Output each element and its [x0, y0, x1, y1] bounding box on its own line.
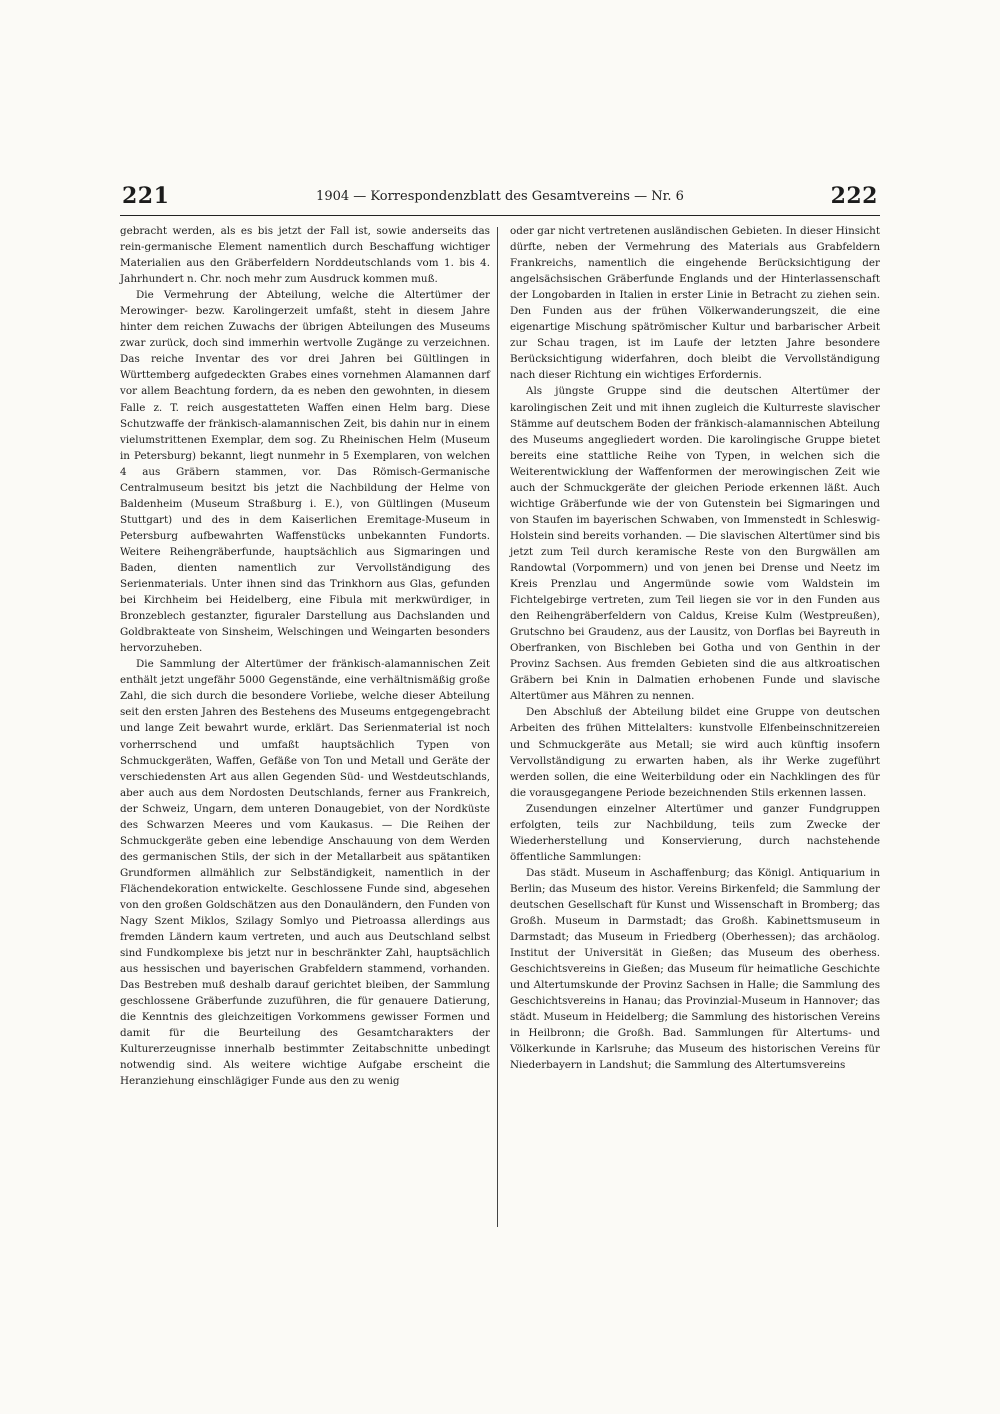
paragraph: Als jüngste Gruppe sind die deutschen Altertümer der karolingischen Zeit und mit ihnen zugleich die Kulturreste slavischer Stämme auf deutschem Boden der fränkisch-alamannischen Abteilung des Museums angegliedert worden. Die karolingische Gruppe bietet bereits eine stattliche Reihe von Typen, in welchen sich die Weiterentwicklung der Waffenformen der merowingischen Zeit wie auch der Schmuckgeräte der gleichen Periode erkennen läßt. Auch wichtige Gräberfunde wie der von Gutenstein bei Sigmaringen und von Staufen im bayerischen Schwaben, von Immenstedt in Schleswig-Holstein sind bereits vorhanden. — Die slavischen Altertümer sind bis jetzt zum Teil durch keramische Reste von den Burgwällen am Randowtal (Vorpommern) und von jenen bei Drense und Neetz im Kreis Prenzlau und Angermünde sowie vom Waldstein im Fichtelgebirge vertreten, zum Teil liegen sie vor in den Funden aus den Reihengräberfeldern von Caldus, Kreise Kulm (Westpreußen), Grutschno bei Graudenz, aus der Lausitz, von Dorflas bei Bayreuth in Oberfranken, von Bischleben bei Gotha und von Genthin in der Provinz Sachsen. Aus fremden Gebieten sind die aus altkroatischen Gräbern bei Knin in Dalmatien erhobenen Funde und slavische Altertümer aus Mähren zu nennen.: [510, 385, 880, 703]
page-number-right: 222: [830, 183, 878, 209]
paragraph: gebracht werden, als es bis jetzt der Fall ist, sowie anderseits das rein-germanische Element namentlich durch Beschaffung wichtiger Materialien aus den Gräberfeldern Norddeutschlands vom 1. bis 4. Jahrhundert n. Chr. noch mehr zum Ausdruck kommen muß.: [120, 225, 490, 286]
column-divider: [497, 227, 498, 1227]
paragraph: Den Abschluß der Abteilung bildet eine Gruppe von deutschen Arbeiten des frühen Mittelalters: kunstvolle Elfenbeinschnitzereien und Schmuckgeräte aus Metall; sie wird auch künftig insofern Vervollständigung zu erwarten haben, als ihr Werke zugeführt werden sollen, die eine Weiterbildung oder ein Nachklingen des für die vorausgegangene Periode bezeichnenden Stils erkennen lassen.: [510, 706, 880, 799]
paragraph: Das städt. Museum in Aschaffenburg; das Königl. Antiquarium in Berlin; das Museum des histor. Vereins Birkenfeld; die Sammlung der deutschen Gesellschaft für Kunst und Wissenschaft in Bromberg; das Großh. Museum in Darmstadt; das Großh. Kabinettsmuseum in Darmstadt; das Museum in Friedberg (Oberhessen); das archäolog. Institut der Universität in Gießen; das Museum des oberhess. Geschichtsvereins in Gießen; das Museum für heimatliche Geschichte und Altertumskunde der Provinz Sachsen in Halle; die Sammlung des Geschichtsvereins in Hanau; das Provinzial-Museum in Hannover; das städt. Museum in Heidelberg; die Sammlung des historischen Vereins in Heilbronn; die Großh. Bad. Sammlungen für Altertums- und Völkerkunde in Karlsruhe; das Museum des historischen Vereins für Niederbayern in Landshut; die Sammlung des Altertumsvereins: [510, 866, 880, 1072]
right-column: [510, 223, 880, 1073]
paragraph: Die Vermehrung der Abteilung, welche die Altertümer der Merowinger- bezw. Karolingerzeit umfaßt, steht in diesem Jahre hinter dem reichen Zuwachs der übrigen Abteilungen des Museums zwar zurück, doch sind immerhin wertvolle Zugänge zu verzeichnen. Das reiche Inventar des vor drei Jahren bei Gültlingen in Württemberg aufgedeckten Grabes eines vornehmen Alamannen darf vor allem Beachtung fordern, da es neben den gewohnten, in diesem Falle z. T. reich ausgestatteten Waffen einen Helm barg. Diese Schutzwaffe der fränkisch-alamannischen Zeit, bis dahin nur in einem vielumstrittenen Exemplar, dem sog. Zu Rheinischen Helm (Museum in Petersburg) bekannt, liegt nunmehr in 5 Exemplaren, von welchen 4 aus Gräbern stammen, vor. Das Römisch-Germanische Centralmuseum besitzt bis jetzt die Nachbildung der Helme von Baldenheim (Museum Straßburg i. E.), von Gültlingen (Museum Stuttgart) und des in dem Kaiserlichen Eremitage-Museum in Petersburg aufbewahrten Waffenstücks unbekannten Fundorts. Weitere Reihengräberfunde, hauptsächlich aus Sigmaringen und Baden, dienten namentlich zur Vervollständigung des Serienmaterials. Unter ihnen sind das Trinkhorn aus Glas, gefunden bei Kirchheim bei Heidelberg, eine Fibula mit merkwürdiger, in Bronzeblech gestanzter, figuraler Darstellung aus Dachslanden und Goldbrakteate von Sinsheim, Welschingen und Weingarten besonders hervorzuheben.: [120, 289, 490, 655]
running-head: 1904 — Korrespondenzblatt des Gesamtvereins — Nr. 6: [316, 189, 684, 204]
left-column: [120, 223, 490, 1090]
header-rule: [120, 215, 880, 216]
paragraph: oder gar nicht vertretenen ausländischen Gebieten. In dieser Hinsicht dürfte, neben der Vermehrung des Materials aus Grabfeldern Frankreichs, namentlich die eingehende Berücksichtigung der angelsächsischen Gräberfunde Englands und der Hinterlassenschaft der Longobarden in Italien in erster Linie in Betracht zu ziehen sein. Den Funden aus der frühen Völkerwanderungszeit, die eine eigenartige Mischung spätrömischer Kultur und barbarischer Arbeit zur Schau tragen, ist im Laufe der letzten Jahre besondere Berücksichtigung widerfahren, doch bleibt die Vervollständigung nach dieser Richtung ein wichtiges Erfordernis.: [510, 225, 880, 382]
paragraph: Zusendungen einzelner Altertümer und ganzer Fundgruppen erfolgten, teils zur Nachbildung, teils zum Zwecke der Wiederherstellung und Konservierung, durch nachstehende öffentliche Sammlungen:: [510, 802, 880, 863]
paragraph: Die Sammlung der Altertümer der fränkisch-alamannischen Zeit enthält jetzt ungefähr 5000 Gegenstände, eine verhältnismäßig große Zahl, die sich durch die besondere Vorliebe, welche dieser Abteilung seit den ersten Jahren des Bestehens des Museums entgegengebracht und lange Zeit bewahrt wurde, erklärt. Das Serienmaterial ist noch vorherrschend und umfaßt hauptsächlich Typen von Schmuckgeräten, Waffen, Gefäße von Ton und Metall und Geräte der verschiedensten Art aus allen Gegenden Süd- und Westdeutschlands, aber auch aus dem Nordosten Deutschlands, ferner aus Frankreich, der Schweiz, Ungarn, dem unteren Donaugebiet, von der Nordküste des Schwarzen Meeres und vom Kaukasus. — Die Reihen der Schmuckgeräte geben eine lebendige Anschauung von dem Werden des germanischen Stils, der sich in der Metallarbeit aus spätantiken Grundformen allmählich zur Selbständigkeit, namentlich in der Flächendekoration entwickelte. Geschlossene Funde sind, abgesehen von den großen Goldschätzen aus den Donauländern, den Funden von Nagy Szent Miklos, Szilagy Somlyo und Pietroassa allerdings aus fremden Ländern kaum vertreten, und auch aus Deutschland selbst sind Fundkomplexe bis jetzt nur in beschränkter Zahl, hauptsächlich aus hessischen und bayerischen Grabfeldern stammend, vorhanden. Das Bestreben muß deshalb darauf gerichtet bleiben, der Sammlung geschlossene Gräberfunde zuzuführen, die für genauere Datierung, die Kenntnis des gleichzeitigen Vorkommens gewisser Formen und damit für die Beurteilung des Gesamtcharakters der Kulturerzeugnisse innerhalb bestimmter Zeitabschnitte unbedingt notwendig sind. Als weitere wichtige Aufgabe erscheint die Heranziehung einschlägiger Funde aus den zu wenig: [120, 658, 490, 1088]
page-number-left: 221: [122, 183, 170, 209]
